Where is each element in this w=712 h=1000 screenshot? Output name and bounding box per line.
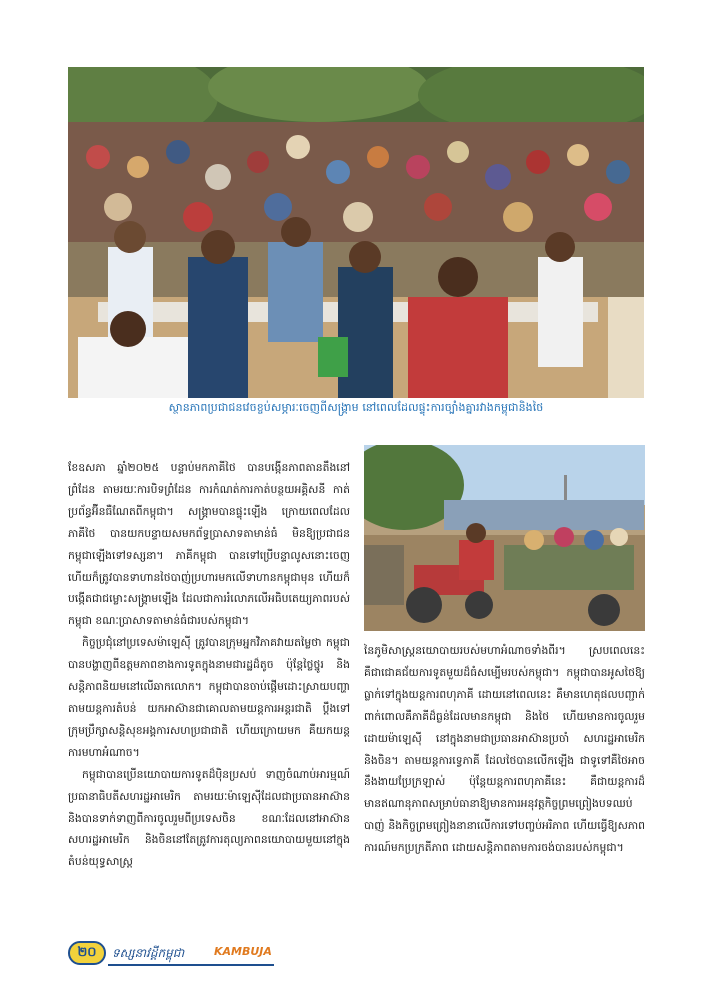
crowd-photo bbox=[68, 67, 644, 398]
paragraph: កម្ពុជាបានប្រើនយោបាយការទូតដ៏ប៉ិនប្រសប់ ទាញចំណាប់អារម្មណ៍ ប្រធានាធិបតីសហរដ្ឋអាមេរិក តាមរយៈម៉ាឡេស៊ីដែលជាប្រធានអាស៊ាន និងបានទាក់ទាញពីការចូលរួមពីប្រទេសចិន ខណៈដែលនៅអាស៊ាន សហរដ្ឋអាមេរិក និងចិននៅតែត្រូវការតុល្យភាពនយោបាយមួយនៅក្នុងតំបន់យុទ្ធសាស្ត្រ bbox=[68, 767, 350, 869]
footer-divider bbox=[108, 964, 274, 966]
tractor-photo bbox=[364, 445, 645, 631]
magazine-brand: KAMBUJA bbox=[214, 945, 272, 958]
page-footer bbox=[64, 933, 284, 973]
paragraph: ខែឧសភា ឆ្នាំ២០២៥ បន្ទាប់មកភាគីថៃ បានបង្កើនភាពតានតឹងនៅព្រំដែន តាមរយៈការបិទព្រំដែន ការកំណត់ការកាត់បន្ថយអគ្គិសនី កាត់ប្រព័ន្ធអ៊ីនធឺណែតពីកម្ពុជា។ សង្គ្រាមបានផ្ទុះឡើង ក្រោយពេលដែលភាគីថៃ បានយកបន្ទាយសមកព័ទ្ធប្រាសាទតាមាន់ធំ មិនឱ្យប្រជាជនកម្ពុជាឡើងទៅទស្សនា។ ភាគីកម្ពុជា បានទៅប្រើបន្ទាលូសនោះចេញ ហើយក៏ត្រូវបានទាហានថៃបាញ់ប្រហារមកលើទាហានកម្ពុជាមុន ហើយក៏បង្កើតជាជម្លោះសង្គ្រាមឡើង ដែលជាការរំលោភលើអធិបតេយ្យភាពរបស់កម្ពុជា ខណៈប្រាសាទតាមាន់ធំជារបស់កម្ពុជា។ bbox=[68, 461, 350, 628]
article-left-column bbox=[68, 457, 350, 873]
photo-caption: ស្ថានភាពប្រជាជនវេចខ្ចប់សម្ភារៈចេញពីសង្រ្គាម នៅពេលដែលផ្ទុះការច្បាំងគ្នារវាងកម្ពុជានិងថៃ bbox=[168, 401, 544, 414]
paragraph: កិច្ចប្រជុំនៅប្រទេសម៉ាឡេស៊ី ត្រូវបានក្រុមអ្នកវិភាគវាយតម្លៃថា កម្ពុជាបានបង្ហាញពីឧត្តមភាពខាងការទូតក្នុងនាមជារដ្ឋដ៏តូច ប៉ុន្តែថ្លៃថ្នូរ និងសន្តិភាពនិយមនៅលើឆាកលោក។ កម្ពុជាបានចាប់ផ្តើមដោះស្រាយបញ្ហាតាមយន្តការតំបន់ យកអាស៊ានជាគោលតាមយន្តការអន្តរជាតិ ប្តឹងទៅក្រុមប្រឹក្សាសន្តិសុខអង្គការសហប្រជាជាតិ ហើយក្រោយមក គឺយកយន្តការមហាអំណាច។ bbox=[68, 636, 350, 759]
magazine-title: ទស្សនាវដ្តីកម្ពុជា bbox=[112, 946, 185, 960]
paragraph: នៃភូមិសាស្ត្រនយោបាយរបស់មហាអំណាចទាំងពីរ។ ស្របពេលនេះ គឺជាជោគជ័យការទូតមួយដ៏ធំសម្បើមរបស់កម្ពុជា។ កម្ពុជាបានអូសថៃឱ្យធ្លាក់ទៅក្នុងយន្តការពហុភាគី ដោយនៅពេលនេះ គឺមានហេតុផលបញ្ជាក់ពាក់ពោលគឺភាគីដ៏ធ្ងន់ដែលមានកម្ពុជា និងថៃ ហើយមានការចូលរួមដោយម៉ាឡេស៊ី នៅក្នុងនាមជាប្រធានអាស៊ានប្រចាំ សហរដ្ឋអាមេរិក និងចិន។ តាមយន្តការទ្វេភាគី ដែលថៃបានលើកឡើង ជាទូទៅគឺថៃអាចនឹងងាយប្រែក្រឡាស់ ប៉ុន្តែយន្តការពហុភាគីនេះ គឺជាយន្តការដ៏មានឥណានុភាពសម្រាប់ធានាឱ្យមានការអនុវត្តកិច្ចព្រមព្រៀងបទឈប់បាញ់ និងកិច្ចព្រមព្រៀងនានាលើការទៅបញ្ចប់អរិភាព ហើយធ្វើឱ្យសភាពការណ៍មកប្រក្រតីភាព ដោយសន្តិភាពតាមការចង់បានរបស់កម្ពុជា។ bbox=[364, 644, 645, 855]
article-right-column bbox=[364, 640, 645, 859]
page-number-badge: ២០ bbox=[68, 941, 106, 965]
tractor-photo-image bbox=[364, 445, 645, 631]
crowd-photo-image bbox=[68, 67, 644, 398]
